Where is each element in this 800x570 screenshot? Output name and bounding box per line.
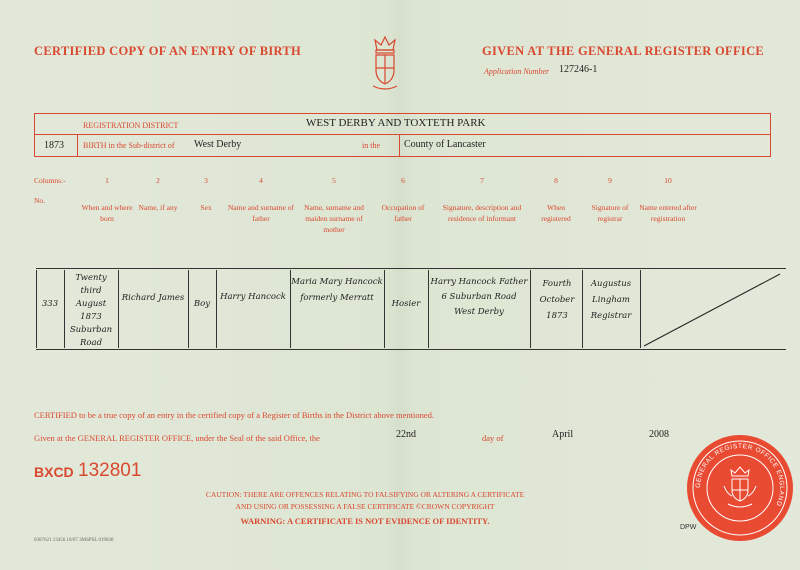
registration-district-label: REGISTRATION DISTRICT bbox=[83, 121, 179, 130]
print-code: 0307621 13456 10/07 3MSPSL 019038 bbox=[34, 538, 114, 543]
county-name: County of Lancaster bbox=[404, 139, 486, 150]
general-register-office-seal-icon bbox=[686, 434, 794, 542]
col-num: 3 bbox=[204, 176, 208, 185]
certification-day: 22nd bbox=[396, 429, 416, 440]
application-number: 127246-1 bbox=[559, 64, 598, 75]
col-header: Name and surname of father bbox=[227, 203, 295, 223]
certificate-title: CERTIFIED COPY OF AN ENTRY OF BIRTH bbox=[34, 44, 302, 58]
col-header: Occupation of father bbox=[381, 203, 425, 223]
entry-name: Richard James bbox=[121, 293, 185, 303]
entry-when-where: Twenty third August 1873 Suburban Road bbox=[69, 273, 113, 348]
registration-district-name: WEST DERBY AND TOXTETH PARK bbox=[306, 117, 486, 129]
county-divider bbox=[399, 134, 400, 157]
entry-mother: Maria Mary Hancock formerly Merratt bbox=[291, 277, 383, 303]
col-header: Name, surname and maiden surname of mother bbox=[304, 203, 364, 234]
entry-sex: Boy bbox=[193, 299, 211, 309]
col-num: 8 bbox=[554, 176, 558, 185]
col-header: Sex bbox=[200, 203, 212, 212]
columns-label: Columns:- bbox=[34, 176, 66, 185]
no-label: No. bbox=[34, 196, 46, 205]
district-divider bbox=[34, 134, 771, 135]
col-header: Name, if any bbox=[138, 203, 178, 212]
col-num: 6 bbox=[401, 176, 405, 185]
birth-year: 1873 bbox=[44, 140, 64, 151]
col-num: 5 bbox=[332, 176, 336, 185]
certification-year: 2008 bbox=[649, 429, 669, 440]
certification-statement: CERTIFIED to be a true copy of an entry in the certified copy of a Register of Births in the District above mentioned. bbox=[34, 410, 435, 420]
col-header: Signature of registrar bbox=[591, 203, 629, 223]
given-at-heading: GIVEN AT THE GENERAL REGISTER OFFICE bbox=[482, 44, 765, 58]
year-divider bbox=[77, 134, 78, 157]
caution-line-2: AND USING OR POSSESSING A FALSE CERTIFICATE ©CROWN COPYRIGHT bbox=[235, 502, 495, 511]
birth-subdistrict-label: BIRTH in the Sub-district of bbox=[83, 141, 175, 150]
seal-text: GENERAL REGISTER OFFICE ENGLAND bbox=[694, 442, 786, 508]
entry-registered: Fourth October 1873 bbox=[539, 279, 575, 321]
entry-informant: Harry Hancock Father 6 Suburban Road West Derby bbox=[430, 277, 528, 317]
col-header: Signature, description and residence of informant bbox=[442, 203, 522, 223]
strike-line bbox=[640, 268, 786, 350]
day-of-label: day of bbox=[482, 433, 504, 443]
col-num: 1 bbox=[105, 176, 109, 185]
col-num: 10 bbox=[664, 176, 672, 185]
in-the-label: in the bbox=[362, 141, 380, 150]
col-header: When and where born bbox=[81, 203, 133, 223]
col-num: 2 bbox=[156, 176, 160, 185]
given-at-statement: Given at the GENERAL REGISTER OFFICE, under the Seal of the said Office, the bbox=[34, 433, 320, 443]
entry-occupation: Hosier bbox=[391, 299, 421, 309]
col-num: 4 bbox=[259, 176, 263, 185]
crown-crest-icon bbox=[368, 34, 402, 92]
serial-prefix: BXCD bbox=[34, 464, 74, 480]
warning-text: WARNING: A CERTIFICATE IS NOT EVIDENCE OF IDENTITY. bbox=[240, 516, 490, 526]
col-header: When registered bbox=[541, 203, 571, 223]
application-number-label: Application Number bbox=[484, 67, 550, 76]
entry-registrar: Augustus Lingham Registrar bbox=[590, 279, 632, 321]
serial-number: 132801 bbox=[78, 460, 142, 481]
dpw-mark: DPW bbox=[680, 524, 697, 531]
col-num: 7 bbox=[480, 176, 484, 185]
col-header: Name entered after registration bbox=[639, 203, 697, 223]
col-num: 9 bbox=[608, 176, 612, 185]
certification-month: April bbox=[552, 429, 574, 440]
subdistrict-name: West Derby bbox=[194, 139, 242, 150]
entry-number: 333 bbox=[41, 299, 59, 309]
entry-father: Harry Hancock bbox=[220, 292, 286, 302]
caution-line-1: CAUTION: THERE ARE OFFENCES RELATING TO FALSIFYING OR ALTERING A CERTIFICATE bbox=[205, 490, 525, 499]
